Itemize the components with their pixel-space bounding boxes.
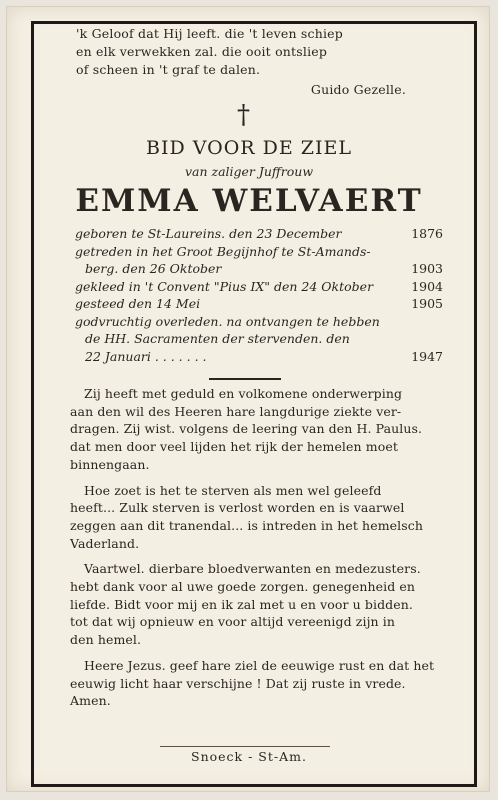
poem — [76, 25, 406, 99]
paragraph — [70, 482, 444, 553]
bio-text: getreden in het Groot Begijnhof te St-Amands- — [75, 243, 371, 259]
body-line: aan den wil des Heeren hare langdurige ziekte ver- — [70, 403, 402, 419]
body-line: Zij heeft met geduld en volkomene onderwerping — [84, 386, 403, 401]
bio-year: 1903 — [411, 261, 443, 276]
bio-text: gekleed in 't Convent "Pius IX" den 24 Oktober — [75, 278, 374, 294]
body-line: binnengaan. — [70, 456, 150, 472]
bio-text: godvruchtig overleden. na ontvangen te hebben — [75, 313, 380, 329]
cross-icon: † — [237, 100, 250, 130]
bio-row — [75, 330, 443, 348]
printer-imprint: Snoeck - St-Am. — [191, 749, 307, 764]
bio-text: berg. den 26 Oktober — [85, 261, 222, 276]
bio-year: 1904 — [411, 278, 443, 294]
bio-text: geboren te St-Laureins. den 23 December — [75, 226, 342, 241]
body-line: liefde. Bidt voor mij en ik zal met u en voor u bidden. — [70, 596, 413, 612]
body-line: Vaderland. — [70, 535, 140, 551]
bio-year: 1947 — [411, 348, 443, 364]
bio-row — [75, 348, 443, 366]
body-line: zeggen aan dit tranendal... is intreden in het hemelsch — [70, 517, 424, 533]
paragraph — [70, 385, 444, 474]
bio-year: 1905 — [411, 296, 443, 311]
poem-author: Guido Gezelle. — [310, 82, 406, 97]
bio-row — [75, 313, 443, 331]
poem-line: en elk verwekken zal. die ooit ontsliep — [76, 44, 328, 59]
deceased-name: EMMA WELVAERT — [75, 183, 423, 219]
bio-year: 1876 — [411, 226, 443, 241]
paragraph — [70, 657, 444, 710]
poem-line: 'k Geloof dat Hij leeft. die 't leven schiep — [76, 26, 343, 41]
body-line: den hemel. — [70, 632, 142, 648]
body-line: dragen. Zij wist. volgens de leering van den H. Paulus. — [70, 421, 423, 437]
bio-row — [75, 295, 443, 313]
poem-line: of scheen in 't graf te dalen. — [76, 62, 261, 77]
body-line: Amen. — [70, 693, 111, 709]
bio-text: de HH. Sacramenten der stervenden. den — [85, 331, 350, 346]
body-line: Heere Jezus. geef hare ziel de eeuwige rust en dat het — [84, 657, 435, 673]
prayer-subtitle: van zaliger Juffrouw — [184, 164, 314, 179]
body-line: eeuwig licht haar verschijne ! Dat zij ruste in vrede. — [70, 675, 406, 691]
body-line: Hoe zoet is het te sterven als men wel geleefd — [84, 482, 382, 498]
bio-row — [75, 260, 443, 278]
body-line: tot dat wij opnieuw en voor altijd vereenigd zijn in — [70, 614, 396, 630]
bio-text: gesteed den 14 Mei — [75, 296, 201, 311]
bio-row — [75, 225, 443, 243]
body-text — [70, 385, 444, 718]
prayer-title: BID VOOR DE ZIEL — [146, 137, 352, 159]
body-line: hebt dank voor al uwe goede zorgen. genegenheid en — [70, 579, 416, 595]
body-line: dat men door veel lijden het rijk der hemelen moet — [70, 439, 398, 455]
bio-text: 22 Januari . . . . . . . — [85, 348, 207, 364]
bio-row — [75, 278, 443, 296]
bio-row — [75, 243, 443, 261]
paragraph — [70, 560, 444, 649]
section-divider — [209, 378, 281, 380]
biography — [75, 225, 443, 365]
footer-divider — [160, 746, 330, 747]
body-line: heeft... Zulk sterven is verlost worden en is vaarwel — [70, 500, 405, 516]
body-line: Vaartwel. dierbare bloedverwanten en medezusters. — [84, 561, 421, 577]
